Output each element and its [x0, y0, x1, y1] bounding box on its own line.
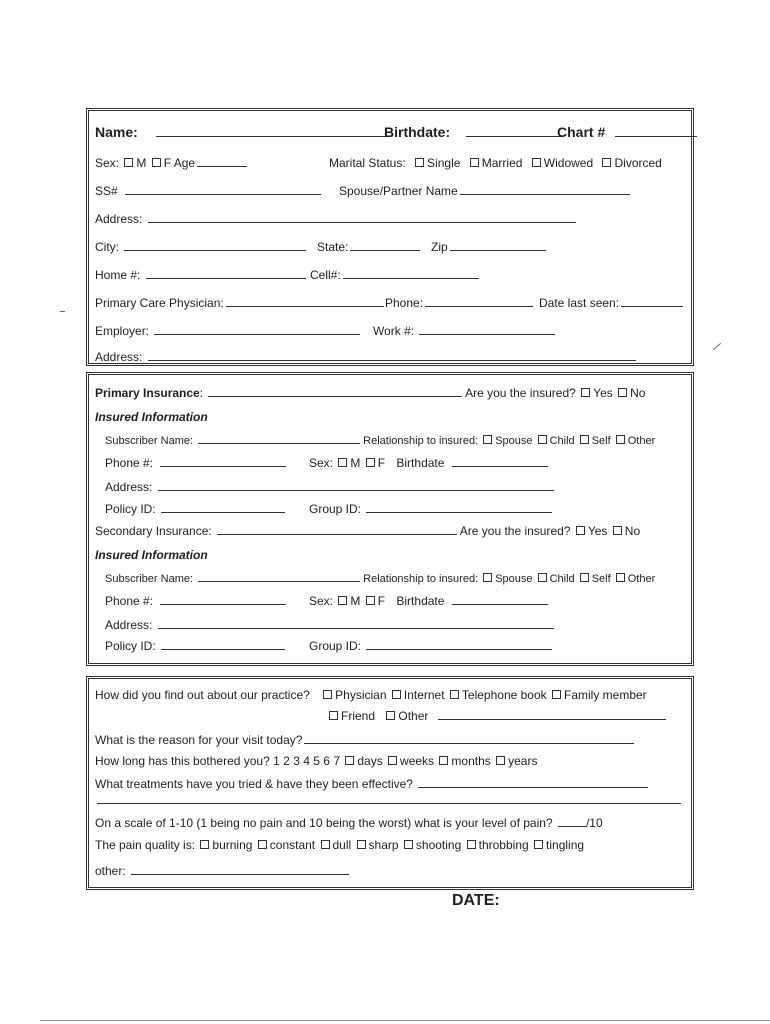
- birthdate-row: [384, 124, 562, 140]
- secondary-insurance-field[interactable]: [217, 523, 457, 535]
- duration-row: [95, 753, 537, 769]
- secondary-are-insured-label: Are you the insured?: [459, 524, 571, 538]
- secondary-group-row: [309, 638, 552, 654]
- primary-group-field[interactable]: [366, 501, 552, 513]
- primary-group-row: [309, 501, 552, 517]
- secondary-no-checkbox[interactable]: [613, 526, 622, 535]
- referral-family-label: Family member: [564, 688, 647, 702]
- secondary-rel-self-checkbox[interactable]: [580, 573, 589, 582]
- primary-birthdate-label: Birthdate: [396, 456, 445, 470]
- employer-row: [95, 323, 360, 339]
- duration-months-label: months: [451, 754, 491, 768]
- treatments-label: What treatments have you tried & have they been effective?: [95, 777, 413, 791]
- primary-address-row: [105, 479, 554, 495]
- spouse-row: [339, 183, 630, 199]
- last-seen-field[interactable]: [621, 295, 683, 307]
- quality-throbbing-label: throbbing: [478, 838, 529, 852]
- pain-scale-field[interactable]: [558, 815, 586, 827]
- treatments-row: [95, 776, 648, 792]
- chart-label: Chart #: [557, 124, 606, 140]
- employer-address-row: [95, 349, 636, 365]
- sex-label: Sex:: [95, 156, 120, 170]
- secondary-address-label: Address:: [105, 618, 153, 632]
- pcp-phone-row: [385, 295, 533, 311]
- quality-dull-checkbox[interactable]: [321, 840, 330, 849]
- zip-label: Zip: [431, 240, 448, 254]
- primary-phone-row: [105, 455, 286, 471]
- primary-sex-label: Sex:: [309, 456, 334, 470]
- work-row: [373, 323, 555, 339]
- chart-row: [557, 124, 697, 140]
- marital-divorced-checkbox[interactable]: [602, 158, 611, 167]
- primary-relationship-label: Relationship to insured:: [363, 435, 479, 447]
- duration-months-checkbox[interactable]: [439, 756, 448, 765]
- quality-sharp-label: sharp: [368, 838, 399, 852]
- secondary-yes-checkbox[interactable]: [576, 526, 585, 535]
- duration-num-6[interactable]: 6: [323, 754, 330, 768]
- primary-rel-child-checkbox[interactable]: [538, 435, 547, 444]
- pain-quality-label: The pain quality is:: [95, 838, 196, 852]
- employer-address-field[interactable]: [148, 349, 636, 361]
- quality-shooting-label: shooting: [415, 838, 462, 852]
- state-label: State:: [317, 240, 349, 254]
- spouse-label: Spouse/Partner Name: [339, 184, 458, 198]
- other-row: [95, 863, 349, 879]
- secondary-phone-label: Phone #:: [105, 594, 154, 608]
- secondary-relationship-label: Relationship to insured:: [363, 573, 479, 585]
- referral-other-checkbox[interactable]: [386, 711, 395, 720]
- duration-days-label: days: [357, 754, 383, 768]
- primary-policy-label: Policy ID:: [105, 502, 156, 516]
- duration-years-checkbox[interactable]: [496, 756, 505, 765]
- primary-birthdate-field[interactable]: [452, 455, 548, 467]
- marital-row: [329, 155, 662, 171]
- primary-sex-m-label: M: [350, 456, 361, 470]
- cell-label: Cell#:: [310, 268, 341, 282]
- duration-years-label: years: [508, 754, 538, 768]
- referral-physician-checkbox[interactable]: [323, 690, 332, 699]
- marital-divorced-label: Divorced: [614, 156, 662, 170]
- secondary-rel-spouse-checkbox[interactable]: [483, 573, 492, 582]
- secondary-insurance-label: Secondary Insurance:: [95, 524, 212, 538]
- primary-phone-field[interactable]: [160, 455, 286, 467]
- city-label: City:: [95, 240, 119, 254]
- duration-num-2[interactable]: 2: [283, 754, 290, 768]
- primary-insurance-row: [95, 385, 645, 401]
- secondary-phone-field[interactable]: [160, 593, 286, 605]
- marital-single-label: Single: [427, 156, 461, 170]
- duration-weeks-checkbox[interactable]: [388, 756, 397, 765]
- sex-m-label: M: [136, 156, 147, 170]
- patient-info-section: [86, 108, 694, 366]
- name-field[interactable]: [156, 125, 388, 137]
- quality-burning-label: burning: [212, 838, 253, 852]
- employer-address-label: Address:: [95, 350, 143, 364]
- primary-address-field[interactable]: [158, 479, 554, 491]
- primary-sex-f-checkbox[interactable]: [366, 458, 375, 467]
- marital-single-checkbox[interactable]: [415, 158, 424, 167]
- primary-insurance-colon: :: [199, 386, 204, 400]
- other-field[interactable]: [131, 863, 349, 875]
- referral-label: How did you find out about our practice?: [95, 688, 310, 702]
- secondary-address-field[interactable]: [158, 617, 554, 629]
- primary-insurance-label: Primary Insurance: [95, 386, 200, 400]
- employer-label: Employer:: [95, 324, 150, 338]
- last-seen-row: [539, 295, 683, 311]
- referral-family-checkbox[interactable]: [552, 690, 561, 699]
- pain-scale-label: On a scale of 1-10 (1 being no pain and 10 being the worst) what is your level of pain?: [95, 816, 553, 830]
- secondary-rel-child-checkbox[interactable]: [538, 573, 547, 582]
- secondary-no-label: No: [624, 524, 641, 538]
- home-field[interactable]: [146, 267, 306, 279]
- primary-subscriber-row: [105, 432, 655, 449]
- quality-tingling-label: tingling: [546, 838, 585, 852]
- primary-phone-label: Phone #:: [105, 456, 154, 470]
- referral-physician-label: Physician: [335, 688, 387, 702]
- primary-insured-info-label: Insured Information: [95, 410, 208, 424]
- primary-sex-m-checkbox[interactable]: [338, 458, 347, 467]
- referral-other-label: Other: [398, 709, 429, 723]
- duration-num-7[interactable]: 7: [333, 754, 340, 768]
- reason-label: What is the reason for your visit today?: [95, 733, 303, 747]
- date-label: DATE:: [452, 892, 500, 909]
- referral-row: [95, 687, 647, 703]
- quality-dull-label: dull: [332, 838, 352, 852]
- visit-section: [86, 676, 694, 890]
- pain-scale-row: [95, 815, 603, 831]
- primary-address-label: Address:: [105, 480, 153, 494]
- sex-f-label: F: [163, 156, 172, 170]
- primary-sex-f-label: F: [377, 456, 386, 470]
- secondary-sex-m-label: M: [350, 594, 361, 608]
- address-label: Address:: [95, 212, 143, 226]
- secondary-subscriber-row: [105, 570, 655, 587]
- marital-married-label: Married: [481, 156, 523, 170]
- marital-widowed-checkbox[interactable]: [532, 158, 541, 167]
- primary-rel-self-label: Self: [591, 435, 611, 447]
- primary-insurance-field[interactable]: [208, 385, 462, 397]
- primary-subscriber-label: Subscriber Name:: [105, 435, 194, 447]
- secondary-yes-label: Yes: [587, 524, 608, 538]
- home-label: Home #:: [95, 268, 141, 282]
- referral-telephone-label: Telephone book: [461, 688, 547, 702]
- primary-insured-info-heading: [95, 409, 208, 425]
- secondary-policy-row: [105, 638, 285, 654]
- quality-constant-label: constant: [269, 838, 316, 852]
- duration-label: How long has this bothered you?: [95, 754, 270, 768]
- duration-num-3[interactable]: 3: [293, 754, 300, 768]
- secondary-policy-field[interactable]: [161, 638, 285, 650]
- referral-row-2: [327, 708, 666, 724]
- secondary-birthdate-field[interactable]: [452, 593, 548, 605]
- primary-rel-spouse-label: Spouse: [495, 435, 533, 447]
- secondary-subscriber-field[interactable]: [198, 570, 360, 582]
- treatments-extra-line[interactable]: [97, 803, 681, 804]
- marital-widowed-label: Widowed: [543, 156, 594, 170]
- primary-yes-label: Yes: [593, 386, 613, 400]
- secondary-sex-f-label: F: [377, 594, 386, 608]
- referral-internet-checkbox[interactable]: [392, 690, 401, 699]
- work-field[interactable]: [419, 323, 555, 335]
- referral-internet-label: Internet: [403, 688, 445, 702]
- cell-field[interactable]: [343, 267, 479, 279]
- secondary-address-row: [105, 617, 554, 633]
- secondary-policy-label: Policy ID:: [105, 639, 156, 653]
- primary-rel-other-checkbox[interactable]: [616, 435, 625, 444]
- scan-mark: [60, 311, 65, 312]
- address-row: [95, 211, 576, 227]
- pcp-field[interactable]: [226, 295, 384, 307]
- marital-label: Marital Status:: [329, 156, 406, 170]
- name-row: [95, 124, 388, 140]
- secondary-phone-row: [105, 593, 286, 609]
- secondary-subscriber-label: Subscriber Name:: [105, 573, 194, 585]
- secondary-rel-other-checkbox[interactable]: [616, 573, 625, 582]
- duration-weeks-label: weeks: [400, 754, 435, 768]
- other-label: other:: [95, 864, 126, 878]
- sex-m-checkbox[interactable]: [124, 158, 133, 167]
- sex-age-row: [95, 155, 247, 171]
- reason-row: [95, 732, 634, 748]
- duration-num-1[interactable]: 1: [273, 754, 280, 768]
- quality-shooting-checkbox[interactable]: [404, 840, 413, 849]
- primary-group-label: Group ID:: [309, 502, 362, 516]
- secondary-rel-child-label: Child: [549, 573, 575, 585]
- duration-num-5[interactable]: 5: [313, 754, 320, 768]
- birthdate-label: Birthdate:: [384, 124, 451, 140]
- secondary-sex-label: Sex:: [309, 594, 334, 608]
- secondary-rel-self-label: Self: [591, 573, 611, 585]
- zip-row: [431, 239, 546, 255]
- zip-field[interactable]: [450, 239, 546, 251]
- primary-yes-checkbox[interactable]: [581, 388, 590, 397]
- marital-married-checkbox[interactable]: [470, 158, 479, 167]
- pcp-phone-field[interactable]: [425, 295, 533, 307]
- employer-field[interactable]: [154, 323, 360, 335]
- name-label: Name:: [95, 124, 138, 140]
- quality-burning-checkbox[interactable]: [200, 840, 209, 849]
- state-row: [317, 239, 420, 255]
- spouse-field[interactable]: [460, 183, 630, 195]
- primary-no-checkbox[interactable]: [618, 388, 627, 397]
- duration-num-4[interactable]: 4: [303, 754, 310, 768]
- primary-policy-field[interactable]: [161, 501, 285, 513]
- primary-rel-self-checkbox[interactable]: [580, 435, 589, 444]
- sex-f-checkbox[interactable]: [152, 158, 161, 167]
- insurance-section: [86, 372, 694, 666]
- pain-quality-row: [95, 837, 584, 853]
- age-field[interactable]: [197, 155, 247, 167]
- secondary-birthdate-label: Birthdate: [396, 594, 445, 608]
- secondary-insurance-row: [95, 523, 640, 539]
- page-bottom-rule: [40, 1020, 770, 1021]
- secondary-sex-m-checkbox[interactable]: [338, 596, 347, 605]
- primary-are-insured-label: Are you the insured?: [465, 386, 576, 400]
- chart-field[interactable]: [615, 125, 697, 137]
- reason-field[interactable]: [304, 732, 634, 744]
- primary-no-label: No: [630, 386, 646, 400]
- primary-rel-other-label: Other: [627, 435, 656, 447]
- secondary-group-field[interactable]: [366, 638, 552, 650]
- referral-friend-checkbox[interactable]: [329, 711, 338, 720]
- primary-rel-spouse-checkbox[interactable]: [483, 435, 492, 444]
- pcp-label: Primary Care Physician:: [95, 296, 224, 310]
- pcp-row: [95, 295, 384, 311]
- duration-days-checkbox[interactable]: [345, 756, 354, 765]
- secondary-rel-other-label: Other: [627, 573, 656, 585]
- secondary-rel-spouse-label: Spouse: [495, 573, 533, 585]
- age-label: Age: [173, 156, 196, 170]
- secondary-insured-info-label: Insured Information: [95, 548, 208, 562]
- treatments-field[interactable]: [418, 776, 648, 788]
- city-row: [95, 239, 306, 255]
- primary-sex-row: [309, 455, 548, 471]
- primary-policy-row: [105, 501, 285, 517]
- primary-rel-child-label: Child: [549, 435, 575, 447]
- ss-label: SS#: [95, 184, 118, 198]
- pain-scale-suffix: /10: [585, 816, 603, 830]
- ss-field[interactable]: [125, 183, 321, 195]
- quality-constant-checkbox[interactable]: [258, 840, 267, 849]
- referral-other-field[interactable]: [438, 708, 666, 720]
- scan-mark: [713, 343, 721, 350]
- work-label: Work #:: [373, 324, 415, 338]
- city-field[interactable]: [124, 239, 306, 251]
- quality-sharp-checkbox[interactable]: [357, 840, 366, 849]
- secondary-sex-f-checkbox[interactable]: [366, 596, 375, 605]
- ss-row: [95, 183, 321, 199]
- state-field[interactable]: [350, 239, 420, 251]
- referral-telephone-checkbox[interactable]: [450, 690, 459, 699]
- secondary-insured-info-heading: [95, 547, 208, 563]
- birthdate-field[interactable]: [466, 125, 562, 137]
- home-row: [95, 267, 306, 283]
- last-seen-label: Date last seen:: [539, 296, 620, 310]
- primary-subscriber-field[interactable]: [198, 432, 360, 444]
- secondary-group-label: Group ID:: [309, 639, 362, 653]
- address-field[interactable]: [148, 211, 576, 223]
- quality-tingling-checkbox[interactable]: [534, 840, 543, 849]
- referral-friend-label: Friend: [341, 709, 376, 723]
- secondary-sex-row: [309, 593, 548, 609]
- cell-row: [310, 267, 479, 283]
- quality-throbbing-checkbox[interactable]: [467, 840, 476, 849]
- pcp-phone-label: Phone:: [385, 296, 424, 310]
